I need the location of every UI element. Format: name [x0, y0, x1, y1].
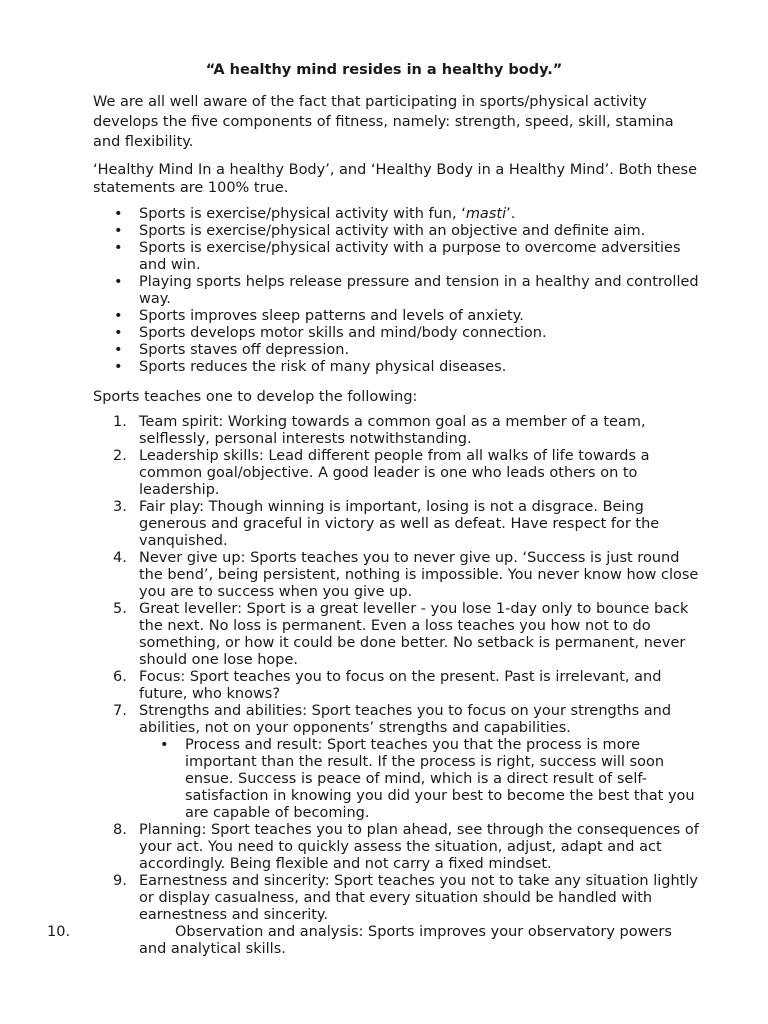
bullet-item	[93, 359, 703, 376]
bullet-marker: •	[114, 274, 123, 290]
bullet-item	[93, 274, 703, 308]
bullet-item	[93, 325, 703, 342]
numbered-item	[93, 448, 703, 499]
bullet-text: Sports is exercise/physical activity with an objective and definite aim.	[139, 223, 646, 239]
statement-paragraph: ‘Healthy Mind In a healthy Body’, and ‘Healthy Body in a Healthy Mind’. Both these statements are 100% true.	[93, 162, 698, 196]
numbered-item	[93, 601, 703, 669]
document-title: “A healthy mind resides in a healthy body.”	[205, 62, 563, 78]
benefits-bullet-list	[93, 206, 703, 376]
item-text: Focus: Sport teaches you to focus on the present. Past is irrelevant, and future, who knows?	[139, 669, 662, 702]
numbered-item	[47, 924, 703, 958]
bullet-marker: •	[114, 342, 123, 358]
sub-bullet-list	[139, 737, 703, 822]
numbered-item	[93, 499, 703, 550]
sub-bullet-item	[139, 737, 703, 822]
bullet-marker: •	[114, 240, 123, 256]
item-text: Fair play: Though winning is important, losing is not a disgrace. Being generous and graceful in victory as well as defeat. Have respect for the vanquished.	[139, 499, 660, 549]
numbered-item	[93, 550, 703, 601]
item-number: 7.	[113, 703, 127, 719]
bullet-marker: •	[114, 308, 123, 324]
bullet-marker: •	[114, 223, 123, 239]
list-intro-paragraph: Sports teaches one to develop the following:	[93, 389, 418, 405]
item-text: Observation and analysis: Sports improves your observatory powers and analytical skills.	[139, 924, 672, 957]
bullet-text: Sports staves off depression.	[139, 342, 350, 358]
bullet-marker: •	[114, 325, 123, 341]
bullet-item	[93, 223, 703, 240]
item-number: 3.	[113, 499, 127, 515]
bullet-marker: •	[114, 206, 123, 222]
bullet-item	[93, 308, 703, 325]
bullet-text: Sports is exercise/physical activity with fun, ‘masti’.	[139, 206, 516, 222]
bullet-item	[93, 206, 703, 223]
bullet-marker: •	[114, 359, 123, 375]
numbered-item	[93, 669, 703, 703]
item-text: Never give up: Sports teaches you to never give up. ‘Success is just round the bend’, being persistent, nothing is impossible. You never know how close you are to success when you give up.	[139, 550, 699, 600]
numbered-item	[93, 822, 703, 873]
bullet-item	[93, 240, 703, 274]
item-number: 2.	[113, 448, 127, 464]
item-number: 10.	[47, 924, 71, 940]
item-number: 1.	[113, 414, 127, 430]
intro-paragraph: We are all well aware of the fact that participating in sports/physical activity develops the five components of fitness, namely: strength, speed, skill, stamina and flexibility.	[93, 94, 674, 150]
bullet-text: Sports develops motor skills and mind/body connection.	[139, 325, 547, 341]
numbered-item	[93, 703, 703, 822]
lessons-numbered-list	[47, 414, 703, 958]
item-text: Earnestness and sincerity: Sport teaches you not to take any situation lightly or display casualness, and that every situation should be handled with earnestness and sincerity.	[139, 873, 698, 923]
item-text: Team spirit: Working towards a common goal as a member of a team, selflessly, personal interests notwithstanding.	[139, 414, 646, 447]
bullet-text: Sports improves sleep patterns and levels of anxiety.	[139, 308, 524, 324]
item-number: 8.	[113, 822, 127, 838]
item-text: Planning: Sport teaches you to plan ahead, see through the consequences of your act. You need to quickly assess the situation, adjust, adapt and act accordingly. Being flexible and not carry a fixed mindset.	[139, 822, 699, 872]
item-number: 4.	[113, 550, 127, 566]
item-number: 6.	[113, 669, 127, 685]
bullet-item	[93, 342, 703, 359]
numbered-item	[93, 873, 703, 924]
bullet-text: Playing sports helps release pressure and tension in a healthy and controlled way.	[139, 274, 699, 307]
bullet-text: Sports is exercise/physical activity with a purpose to overcome adversities and win.	[139, 240, 681, 273]
item-number: 9.	[113, 873, 127, 889]
item-number: 5.	[113, 601, 127, 617]
bullet-marker: •	[160, 737, 169, 753]
item-text: Strengths and abilities: Sport teaches you to focus on your strengths and abilities, not on your opponents’ strengths and capabilities.	[139, 703, 672, 736]
numbered-item	[93, 414, 703, 448]
sub-bullet-text: Process and result: Sport teaches you that the process is more important than the result. If the process is right, success will soon ensue. Success is peace of mind, which is a direct result of self-satisfaction in knowing you did your best to become the best that you are capable of becoming.	[185, 737, 695, 821]
bullet-text: Sports reduces the risk of many physical diseases.	[139, 359, 507, 375]
item-text: Great leveller: Sport is a great leveller - you lose 1-day only to bounce back the next. No loss is permanent. Even a loss teaches you how not to do something, or how it could be done better. No setback is permanent, never should one lose hope.	[139, 601, 689, 668]
item-text: Leadership skills: Lead different people from all walks of life towards a common goal/objective. A good leader is one who leads others on to leadership.	[139, 448, 650, 498]
emphasis-text: masti	[465, 206, 507, 222]
